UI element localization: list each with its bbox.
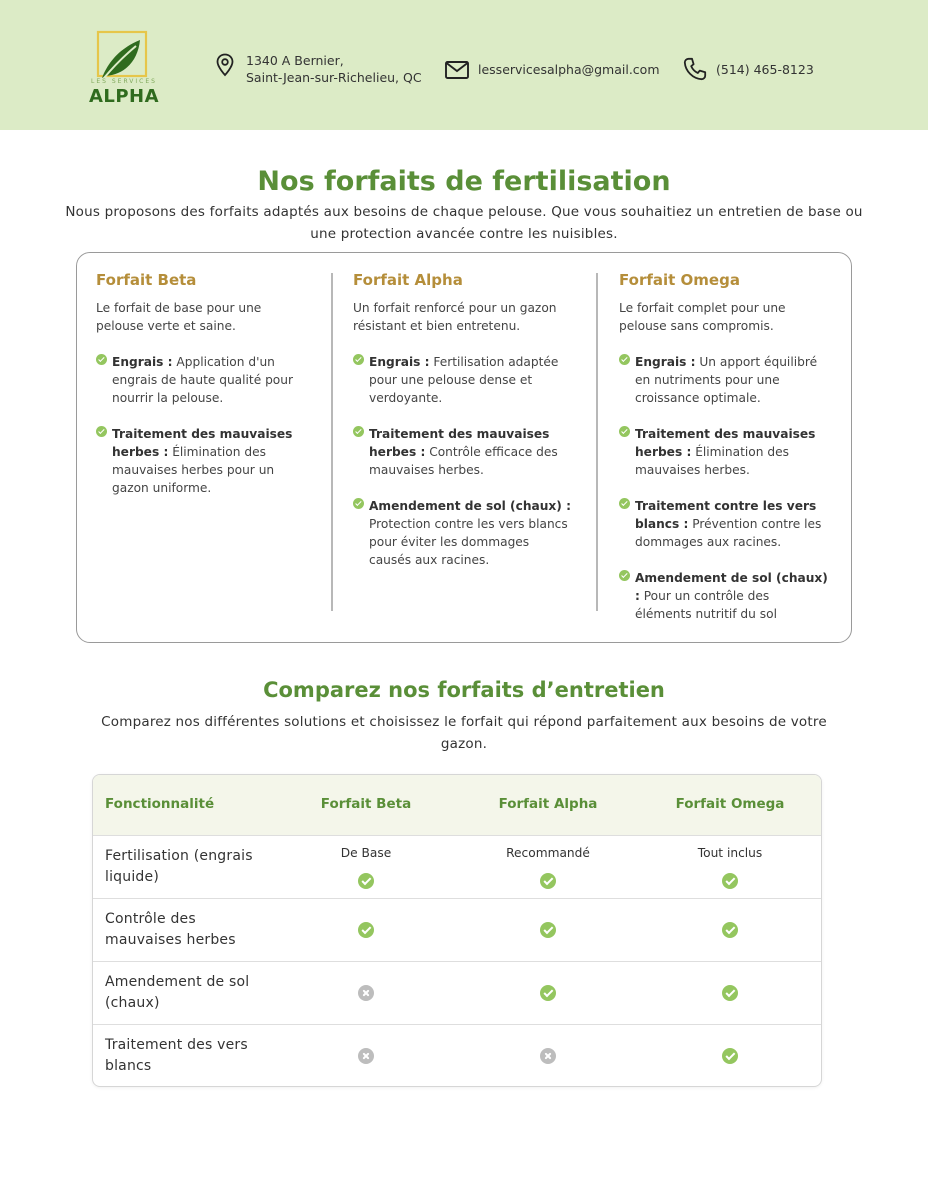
check-icon (722, 1048, 738, 1064)
check-icon (722, 873, 738, 889)
plan-feature (619, 497, 829, 551)
table-row (93, 1024, 822, 1087)
phone-icon (682, 56, 708, 82)
check-icon (358, 873, 374, 889)
column-header-alpha: Forfait Alpha (498, 796, 598, 812)
check-icon (722, 985, 738, 1001)
feature-text: Pour un contrôle des éléments nutritif du sol (635, 589, 777, 621)
plan-feature (96, 353, 301, 407)
logo-tagline: LES SERVICES (91, 78, 157, 85)
check-icon (722, 922, 738, 938)
feature-name: Amendement de sol (chaux) : (635, 571, 828, 603)
feature-text: Protection contre les vers blancs pour éviter les dommages causés aux racines. (369, 517, 568, 567)
map-pin-icon (212, 52, 238, 78)
envelope-icon (444, 57, 470, 83)
plan-description: Un forfait renforcé pour un gazon résistant et bien entretenu. (353, 301, 557, 333)
feature-text: Un apport équilibré en nutriments pour une croissance optimale. (635, 355, 818, 405)
feature-name: Traitement des mauvaises herbes : (112, 427, 293, 459)
plan-title: Forfait Omega (619, 271, 740, 289)
feature-name: Traitement des mauvaises herbes : (635, 427, 816, 459)
check-icon (619, 498, 630, 509)
table-row (93, 961, 822, 1024)
feature-text: Prévention contre les dommages aux racines. (635, 517, 822, 549)
check-icon (96, 354, 107, 365)
company-logo (78, 28, 170, 112)
address-block (212, 52, 422, 86)
plan-feature (619, 569, 829, 623)
plan-feature (353, 425, 575, 479)
address-line-2: Saint-Jean-sur-Richelieu, QC (246, 70, 422, 85)
check-icon (619, 570, 630, 581)
row-feature-name: Amendement de sol (chaux) (105, 974, 250, 1011)
plan-title: Forfait Alpha (353, 271, 463, 289)
plans-box (76, 252, 852, 643)
feature-name: Engrais : (369, 355, 430, 369)
feature-text: Élimination des mauvaises herbes. (635, 445, 789, 477)
check-icon (358, 922, 374, 938)
plan-feature (619, 353, 829, 407)
plan-feature (619, 425, 829, 479)
table-row (93, 898, 822, 961)
plan-title: Forfait Beta (96, 271, 197, 289)
cell-label-alpha: Recommandé (506, 846, 590, 860)
plans-section-intro: Nous proposons des forfaits adaptés aux besoins de chaque pelouse. Que vous souhaitiez un entretien de base ou une protection avancée contre les nuisibles. (65, 204, 863, 242)
plan-card-beta (96, 271, 301, 497)
row-feature-name: Traitement des vers blancs (105, 1037, 248, 1074)
feature-name: Traitement des mauvaises herbes : (369, 427, 550, 459)
plan-feature (353, 353, 575, 407)
check-icon (540, 922, 556, 938)
table-row (93, 835, 822, 898)
check-icon (353, 498, 364, 509)
feature-text: Élimination des mauvaises herbes pour un gazon uniforme. (112, 445, 275, 495)
compare-section-title: Comparez nos forfaits d’entretien (263, 678, 665, 702)
feature-text: Application d'un engrais de haute qualité pour nourrir la pelouse. (112, 355, 294, 405)
cell-label-omega: Tout inclus (697, 846, 763, 860)
comparison-table (92, 774, 822, 1087)
phone-number[interactable]: (514) 465-8123 (716, 62, 814, 77)
cross-icon (358, 985, 374, 1001)
email-address[interactable]: lesservicesalpha@gmail.com (478, 62, 660, 77)
page-header (0, 0, 928, 130)
feature-name: Engrais : (112, 355, 173, 369)
plans-section-title: Nos forfaits de fertilisation (257, 166, 671, 197)
email-block (444, 57, 660, 83)
feature-name: Amendement de sol (chaux) : (369, 499, 571, 513)
feature-name: Engrais : (635, 355, 696, 369)
row-feature-name: Fertilisation (engrais liquide) (105, 848, 253, 885)
plan-card-omega (619, 271, 829, 623)
cross-icon (540, 1048, 556, 1064)
leaf-logo-icon (78, 28, 170, 80)
check-icon (353, 426, 364, 437)
check-icon (96, 426, 107, 437)
row-feature-name: Contrôle des mauvaises herbes (105, 911, 236, 948)
plan-description: Le forfait complet pour une pelouse sans compromis. (619, 301, 786, 333)
column-divider (596, 273, 598, 611)
plan-description: Le forfait de base pour une pelouse verte et saine. (96, 301, 262, 333)
feature-text: Fertilisation adaptée pour une pelouse dense et verdoyante. (369, 355, 559, 405)
plan-feature (96, 425, 301, 497)
check-icon (619, 426, 630, 437)
check-icon (540, 985, 556, 1001)
address-line-1: 1340 A Bernier, (246, 53, 344, 68)
compare-section-intro: Comparez nos différentes solutions et choisissez le forfait qui répond parfaitement aux besoins de votre gazon. (101, 714, 827, 752)
plan-feature (353, 497, 575, 569)
feature-name: Traitement contre les vers blancs : (635, 499, 817, 531)
column-header-beta: Forfait Beta (320, 796, 412, 812)
cross-icon (358, 1048, 374, 1064)
column-header-feature: Fonctionnalité (105, 796, 215, 812)
column-header-omega: Forfait Omega (675, 796, 785, 812)
check-icon (540, 873, 556, 889)
plan-card-alpha (353, 271, 575, 569)
phone-block (682, 56, 814, 82)
logo-name: ALPHA (88, 86, 160, 107)
check-icon (353, 354, 364, 365)
table-header (93, 775, 822, 835)
check-icon (619, 354, 630, 365)
column-divider (331, 273, 333, 611)
cell-label-beta: De Base (340, 846, 392, 860)
feature-text: Contrôle efficace des mauvaises herbes. (369, 445, 558, 477)
